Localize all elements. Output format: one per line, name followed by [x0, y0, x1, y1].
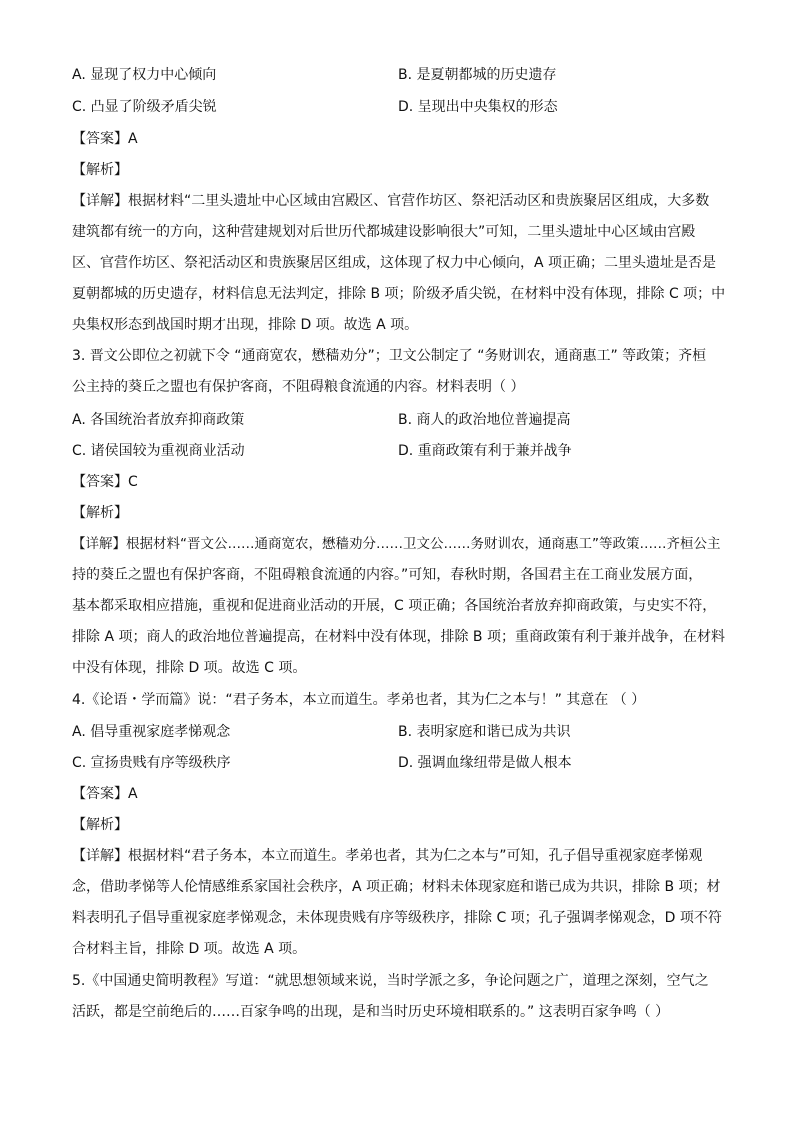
q2-option-b: B. 是夏朝都城的历史遗存	[398, 67, 557, 83]
q3-answer: 【答案】C	[72, 474, 138, 490]
q4-option-a: A. 倡导重视家庭孝悌观念	[72, 724, 231, 740]
q2-detail-text-1: 根据材料“二里头遗址中心区域由宫殿区、官营作坊区、祭祀活动区和贵族聚居区组成，大多数	[128, 193, 710, 209]
q3-analysis-label: 【解析】	[72, 505, 128, 521]
q4-options-row-2	[72, 753, 726, 773]
q2-answer: 【答案】A	[72, 131, 138, 147]
q4-stem: 4.《论语・学而篇》说：“君子务本，本立而道生。孝弟也者，其为仁之本与！” 其意在 （ ）	[72, 692, 646, 708]
q3-option-c: C. 诸侯国较为重视商业活动	[72, 443, 245, 459]
q4-analysis-label: 【解析】	[72, 817, 128, 833]
q2-detail-line-2: 建筑都有统一的方向，这种营建规划对后世历代都城建设影响很大”可知，二里头遗址中心区域由宫殿	[72, 224, 696, 240]
q4-detail-line-4: 合材料主旨，排除 D 项。故选 A 项。	[72, 941, 307, 957]
q3-options-row-1	[72, 410, 726, 430]
q4-detail-line-3: 料表明孔子倡导重视家庭孝悌观念，未体现贵贱有序等级秩序，排除 C 项；孔子强调孝悌观念，D 项不符	[72, 910, 722, 926]
q3-option-a: A. 各国统治者放弃抑商政策	[72, 412, 245, 428]
q3-detail-text-1: 根据材料“晋文公……通商宽农，懋穑劝分……卫文公……务财训农，通商惠工”等政策……齐桓公主	[126, 536, 721, 552]
q2-options-row-2	[72, 97, 726, 117]
q3-option-b: B. 商人的政治地位普遍提高	[398, 412, 571, 428]
q4-detail-label: 【详解】	[72, 848, 128, 864]
q2-option-a: A. 显现了权力中心倾向	[72, 67, 217, 83]
q2-option-d: D. 呈现出中央集权的形态	[398, 99, 558, 115]
q3-option-d: D. 重商政策有利于兼并战争	[398, 443, 572, 459]
q3-options-row-2	[72, 441, 726, 461]
q2-detail-label: 【详解】	[72, 193, 128, 209]
q4-detail-text-1: 根据材料“君子务本，本立而道生。孝弟也者，其为仁之本与”可知，孔子倡导重视家庭孝悌观	[128, 848, 703, 864]
q5-stem-line-1: 5.《中国通史简明教程》写道：“就思想领域来说，当时学派之多，争论问题之广，道理之深刻，空气之	[72, 973, 709, 989]
q2-detail-line-4: 夏朝都城的历史遗存，材料信息无法判定，排除 B 项；阶级矛盾尖锐，在材料中没有体现，排除 C 项；中	[72, 286, 726, 302]
q4-options-row-1	[72, 722, 726, 742]
q2-detail-line-1	[72, 191, 726, 211]
q3-stem-line-2: 公主持的葵丘之盟也有保护客商，不阻碍粮食流通的内容。材料表明（ ）	[72, 379, 525, 395]
q3-detail-line-5: 中没有体现，排除 D 项。故选 C 项。	[72, 660, 307, 676]
q3-stem-line-1: 3. 晋文公即位之初就下令 “通商宽农，懋穑劝分”；卫文公制定了 “务财训农，通商惠工” 等政策；齐桓	[72, 348, 707, 364]
q2-analysis-label: 【解析】	[72, 162, 128, 178]
q2-option-c: C. 凸显了阶级矛盾尖锐	[72, 99, 217, 115]
q4-option-d: D. 强调血缘纽带是做人根本	[398, 755, 572, 771]
q5-stem-line-2: 活跃，都是空前绝后的……百家争鸣的出现，是和当时历史环境相联系的。” 这表明百家争鸣（ ）	[72, 1004, 670, 1020]
q4-answer: 【答案】A	[72, 786, 138, 802]
q3-detail-label: 【详解】	[72, 536, 126, 552]
q2-detail-line-3: 区、官营作坊区、祭祀活动区和贵族聚居区组成，这体现了权力中心倾向，A 项正确；二里头遗址是否是	[72, 255, 717, 271]
q4-detail-line-1	[72, 846, 726, 866]
q4-option-c: C. 宣扬贵贱有序等级秩序	[72, 755, 231, 771]
q2-options-row-1	[72, 65, 726, 85]
q3-detail-line-2: 持的葵丘之盟也有保护客商，不阻碍粮食流通的内容。”可知，春秋时期，各国君主在工商业发展方面，	[72, 567, 703, 583]
q4-option-b: B. 表明家庭和谐已成为共识	[398, 724, 571, 740]
q4-detail-line-2: 念，借助孝悌等人伦情感维系家国社会秩序，A 项正确；材料未体现家庭和谐已成为共识，排除 B 项；材	[72, 879, 721, 895]
q3-detail-line-4: 排除 A 项；商人的政治地位普遍提高，在材料中没有体现，排除 B 项；重商政策有利于兼并战争，在材料	[72, 629, 725, 645]
q2-detail-line-5: 央集权形态到战国时期才出现，排除 D 项。故选 A 项。	[72, 317, 419, 333]
q3-detail-line-1	[72, 534, 726, 554]
q3-detail-line-3: 基本都采取相应措施，重视和促进商业活动的开展，C 项正确；各国统治者放弃抑商政策，与史实不符，	[72, 598, 717, 614]
